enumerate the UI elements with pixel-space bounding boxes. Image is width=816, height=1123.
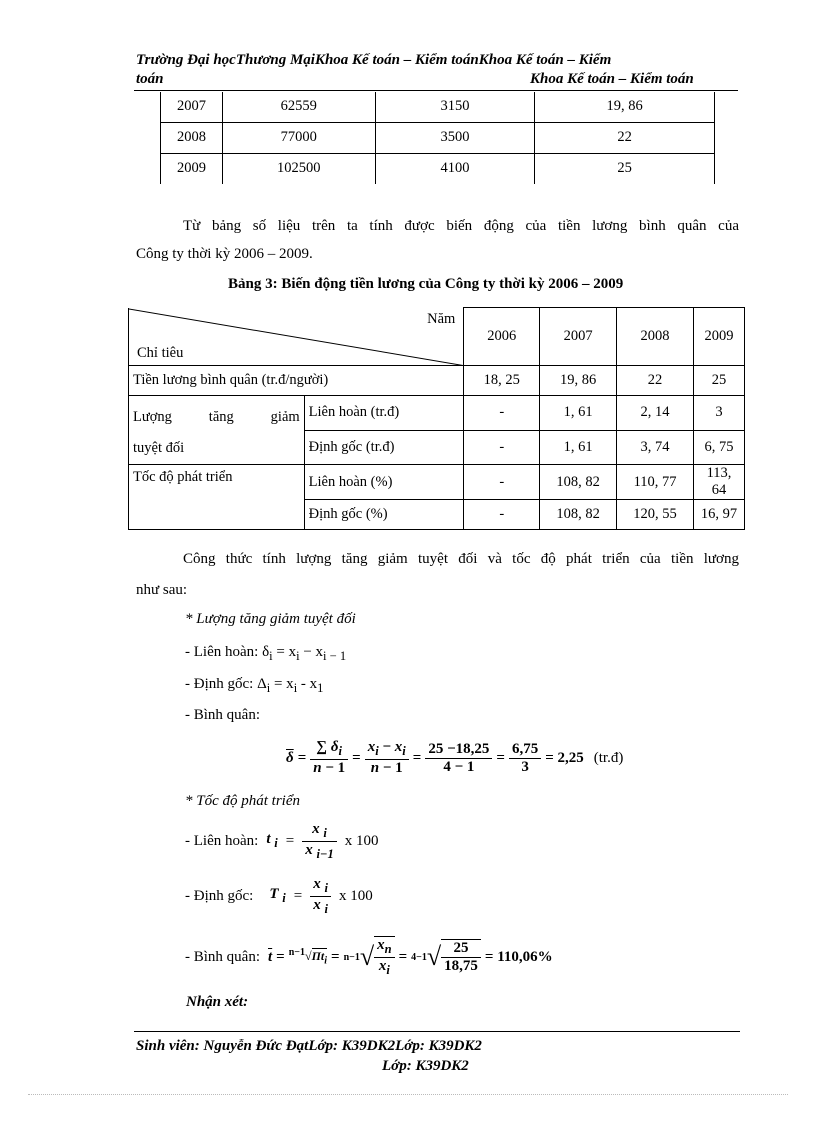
- table-cell: 110, 77: [617, 465, 694, 500]
- table-cell: 25: [535, 153, 715, 184]
- formula-expression: $\delta_i = x_i - x_{i - 1}$: [262, 644, 347, 663]
- section-speed-heading: * Tốc độ phát triển: [185, 793, 300, 809]
- table-cell: 4100: [375, 153, 535, 184]
- formula-expression: $\Delta_i = x_i - x_1$: [257, 676, 324, 695]
- table-cell: 22: [535, 122, 715, 153]
- table-cell: -: [464, 465, 540, 500]
- formula-symbol: $\overline{\delta}$: [286, 749, 294, 766]
- table-row: [129, 366, 745, 396]
- table-cell: 6, 75: [694, 430, 745, 465]
- section-abs-heading: * Lượng tăng giảm tuyệt đối: [185, 611, 356, 627]
- table-cell: 62559: [222, 92, 375, 122]
- header-line1: Trường Đại họcThương MạiKhoa Kế toán – Kiểm toánKhoa Kế toán – Kiểm: [136, 52, 612, 68]
- footer-line1: Sinh viên: Nguyễn Đức ĐạtLớp: K39DK2Lớp: K39DK2: [136, 1038, 482, 1054]
- formula-label: - Liên hoàn:: [185, 644, 259, 660]
- corner-indicator-label: Chỉ tiêu: [137, 345, 184, 361]
- header-line2-left: toán: [136, 71, 164, 87]
- formula-label: - Bình quân:: [185, 948, 260, 965]
- formula-speed-chain: [185, 819, 379, 863]
- formula-unit: (tr.đ): [593, 749, 624, 766]
- table-cell: 2008: [161, 122, 223, 153]
- formula-op: =: [331, 948, 340, 965]
- formula-result: = 110,06%: [484, 948, 553, 965]
- table-cell: 16, 97: [694, 500, 745, 530]
- corner-year-label: Năm: [427, 310, 456, 327]
- table-cell: 19, 86: [540, 366, 617, 396]
- formula-times: x 100: [344, 832, 379, 849]
- table-cell: 120, 55: [617, 500, 694, 530]
- remark-heading: Nhận xét:: [186, 994, 249, 1010]
- table-cell: 108, 82: [540, 500, 617, 530]
- table3: [128, 307, 745, 530]
- row-label: Định gốc (%): [304, 500, 464, 530]
- table-top: [160, 92, 715, 184]
- formula-op: =: [276, 948, 285, 965]
- formula-fraction: $\frac{x_i - x_i}{n - 1}$: [365, 739, 409, 777]
- table-cell: 1, 61: [540, 396, 617, 431]
- formula-root: 4−1 √ $\frac{25}{18,75}$: [411, 939, 481, 975]
- table-cell: 2007: [161, 92, 223, 122]
- table-row: [129, 308, 745, 366]
- table-cell: 2009: [161, 153, 223, 184]
- table-cell: 25: [694, 366, 745, 396]
- page-bottom-edge: [28, 1094, 788, 1095]
- formula-root: $^{n-1}√\Pi t_i$: [288, 947, 328, 967]
- row-label: Định gốc (tr.đ): [304, 430, 464, 465]
- formula-abs-chain: [185, 644, 346, 664]
- paragraph2-line2: như sau:: [136, 582, 188, 598]
- paragraph2-line1: Công thức tính lượng tăng giảm tuyệt đối và tốc độ phát triển của tiền lương: [183, 551, 739, 567]
- formula-abs-fixed: [185, 676, 323, 696]
- table3-corner-cell: [129, 308, 464, 366]
- formula-label: - Định gốc:: [185, 676, 254, 692]
- table-cell: 102500: [222, 153, 375, 184]
- table-row: [161, 122, 715, 153]
- year-header: 2008: [617, 308, 694, 366]
- formula-root: n−1 √ $\frac{x_n}{x_i}$: [344, 936, 395, 978]
- table-cell: 1, 61: [540, 430, 617, 465]
- year-header: 2006: [464, 308, 540, 366]
- formula-op: =: [496, 749, 505, 766]
- formula-abs-avg: [286, 733, 623, 783]
- group-label-speed: Tốc độ phát triển: [129, 465, 305, 530]
- table-cell: 77000: [222, 122, 375, 153]
- year-header: 2007: [540, 308, 617, 366]
- formula-fraction: $\frac{x _i}{x _i}$: [310, 876, 331, 917]
- formula-fraction: $\frac{\sum \delta_i}{n - 1}$: [310, 739, 348, 777]
- table-cell: 3500: [375, 122, 535, 153]
- table-row: [129, 465, 745, 500]
- year-header: 2009: [694, 308, 745, 366]
- formula-op: =: [398, 948, 408, 965]
- group-label-absolute: [129, 396, 305, 465]
- table-cell: -: [464, 430, 540, 465]
- table-cell: 22: [617, 366, 694, 396]
- formula-fraction: $\frac{x _i}{x _{i-1}}$: [302, 821, 337, 862]
- table-cell: 3, 74: [617, 430, 694, 465]
- formula-fraction: $\frac{25 -18,25}{4 - 1}$: [425, 741, 492, 776]
- table-cell: -: [464, 500, 540, 530]
- row-label: Tiền lương bình quân (tr.đ/người): [129, 366, 464, 396]
- formula-op: =: [352, 749, 361, 766]
- formula-fraction: $\frac{6,75}{3}$: [509, 741, 541, 776]
- formula-label: - Liên hoàn:: [185, 832, 259, 849]
- formula-symbol: $\overline{t}$: [268, 948, 273, 965]
- paragraph1-line1: Từ bảng số liệu trên ta tính được biến động của tiền lương bình quân của: [183, 218, 739, 234]
- formula-op: =: [412, 749, 422, 766]
- formula-abs-avg-label: - Bình quân:: [185, 707, 260, 723]
- row-label: Liên hoàn (%): [304, 465, 464, 500]
- table-cell: -: [464, 396, 540, 431]
- row-label: Liên hoàn (tr.đ): [304, 396, 464, 431]
- table-cell: 113, 64: [694, 465, 745, 500]
- group-label-line: tuyệt đối: [133, 440, 185, 456]
- footer-line2: Lớp: K39DK2: [382, 1058, 469, 1074]
- table-row: [129, 396, 745, 431]
- table-cell: 19, 86: [535, 92, 715, 122]
- table-cell: 3: [694, 396, 745, 431]
- formula-op: =: [285, 832, 295, 849]
- table-cell: 108, 82: [540, 465, 617, 500]
- table-row: [161, 92, 715, 122]
- formula-symbol: T $_i$: [269, 886, 286, 905]
- formula-label: - Định gốc:: [185, 887, 254, 904]
- group-label-line: Lượng tăng giảm: [133, 409, 300, 425]
- table-cell: 3150: [375, 92, 535, 122]
- table-cell: 2, 14: [617, 396, 694, 431]
- formula-speed-avg: [185, 932, 553, 982]
- table3-title: Bảng 3: Biến động tiền lương của Công ty thời kỳ 2006 – 2009: [228, 276, 624, 292]
- formula-speed-fixed: [185, 874, 373, 918]
- footer-rule: [134, 1031, 740, 1032]
- formula-op: = 2,25: [545, 749, 584, 766]
- formula-times: x 100: [338, 887, 373, 904]
- paragraph1-line2: Công ty thời kỳ 2006 – 2009.: [136, 246, 313, 262]
- header-rule: [134, 90, 738, 91]
- formula-op: =: [293, 887, 303, 904]
- table-cell: 18, 25: [464, 366, 540, 396]
- table-row: [161, 153, 715, 184]
- formula-op: =: [297, 749, 307, 766]
- header-line2-right: Khoa Kế toán – Kiểm toán: [530, 71, 694, 87]
- formula-symbol: t $_i$: [266, 831, 278, 850]
